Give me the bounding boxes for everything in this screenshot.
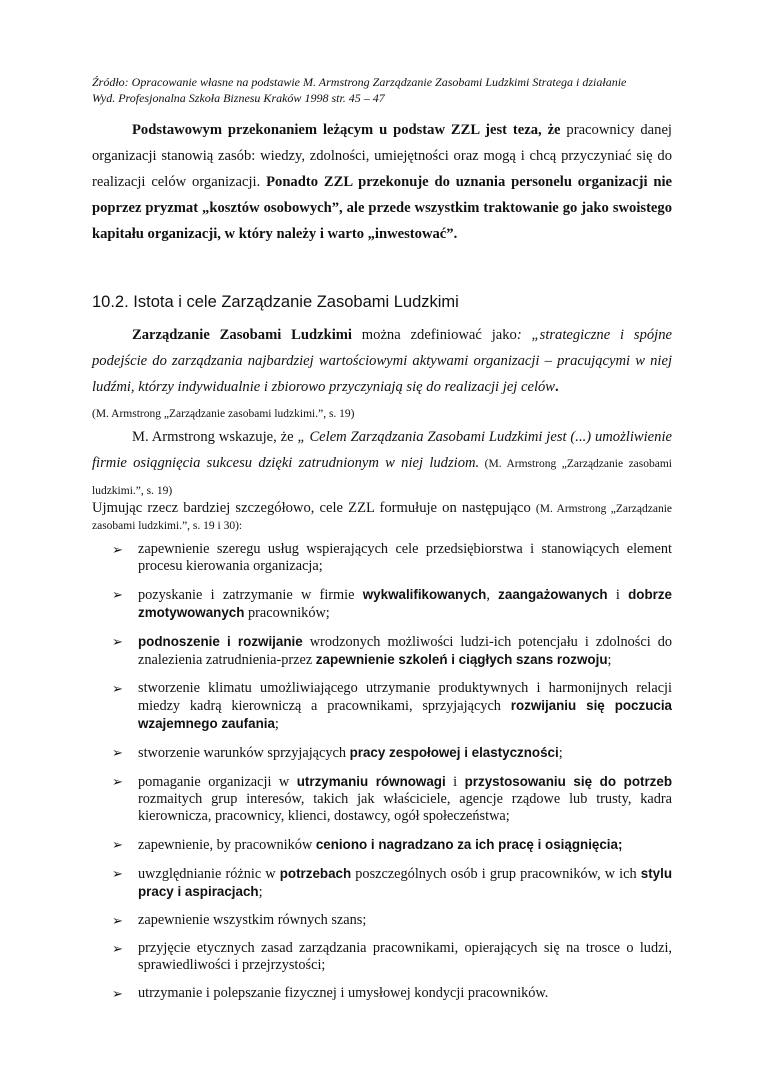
source-line-1: Źródło: Opracowanie własne na podstawie M. Armstrong Zarządzanie Zasobami Ludzkimi Stratega i działanie <box>92 75 627 89</box>
list-item <box>112 586 672 622</box>
list-item <box>112 773 672 825</box>
list-item <box>112 912 672 929</box>
list-item <box>112 985 672 1002</box>
bold-text: utrzymaniu równowagi <box>296 774 446 789</box>
text: wrodzonych możliwości ludzi-ich potencjału i zdolności do znalezienia zatrudnienia-przez <box>138 634 673 668</box>
arrow-bullet-icon: ➢ <box>112 913 123 928</box>
arrow-bullet-icon: ➢ <box>112 634 123 649</box>
bold-text: dobrze zmotywowanych <box>138 587 672 620</box>
text: , <box>486 587 499 603</box>
bold-text: zapewnienie szkoleń i ciągłych szans rozwoju <box>315 652 608 667</box>
arrow-bullet-icon: ➢ <box>112 774 123 789</box>
list-item <box>112 633 672 669</box>
text: i <box>445 774 465 790</box>
arrow-bullet-icon: ➢ <box>112 587 123 602</box>
text: i <box>607 587 629 603</box>
bold-text: podnoszenie i rozwijanie <box>138 634 303 649</box>
arrow-bullet-icon: ➢ <box>112 986 123 1001</box>
bold-text: zaangażowanych <box>498 587 608 602</box>
text: ; <box>607 652 612 668</box>
citation: (M. Armstrong „Zarządzanie zasobami ludzkimi.”, s. 19 i 30): <box>92 503 672 532</box>
list-item <box>112 541 672 575</box>
text: zapewnienie szeregu usług wspierających cele przedsiębiorstwa i stanowiących element procesu kierowania organizacja; <box>138 541 672 574</box>
bold-text: . <box>555 379 559 395</box>
italic-quote: : „strategiczne i spójne podejście do zarządzania najbardziej wartościowymi aktywami organizacji – pracującymi w niej ludźmi, którzy indywidualnie i zbiorowo przyczyniają się do realizacji jej celów <box>92 327 673 395</box>
arrow-bullet-icon: ➢ <box>112 681 123 696</box>
bold-text: potrzebach <box>279 866 352 881</box>
paragraph-goals-intro <box>92 500 672 534</box>
citation: (M. Armstrong „Zarządzanie zasobami ludzkimi.”, s. 19) <box>92 408 355 420</box>
text: zapewnienie, by pracowników <box>138 837 316 853</box>
text: rozmaitych grup interesów, takich jak właściciele, agencje rządowe lub trusty, kadra kierownicza, pracownicy, klienci, dostawcy, ogół społeczeństwa; <box>138 791 672 824</box>
text: pracowników; <box>244 605 330 621</box>
list-item <box>112 940 672 974</box>
list-item <box>112 865 672 901</box>
text: utrzymanie i polepszanie fizycznej i umysłowej kondycji pracowników. <box>138 985 549 1001</box>
bold-text: rozwijaniu się poczucia wzajemnego zaufania <box>138 698 672 731</box>
list-item <box>112 744 672 762</box>
paragraph-goal <box>92 424 672 504</box>
text: ; <box>274 716 279 732</box>
bold-text: pracy zespołowej i elastyczności <box>349 745 559 760</box>
goals-list <box>112 541 672 1013</box>
text: pomaganie organizacji w <box>138 774 297 790</box>
bold-text: Ponadto ZZL przekonuje do uznania personelu organizacji nie poprzez pryzmat „kosztów osobowych”, ale przede wszystkim traktowanie go jako swoistego kapitału organizacji, w który należy i warto „inwestować”. <box>92 174 673 242</box>
text: ; <box>558 745 563 761</box>
arrow-bullet-icon: ➢ <box>112 745 123 760</box>
bold-text: Podstawowym przekonaniem leżącym u podstaw ZZL jest teza, że <box>132 122 561 138</box>
bold-text: wykwalifikowanych <box>362 587 487 602</box>
text: pracownicy danej organizacji stanowią zasób: wiedzy, zdolności, umiejętności oraz mogą i chcą przyczyniać się do realizacji celów organizacji. <box>92 122 672 190</box>
text: uwzględnianie różnic w <box>138 866 280 882</box>
text: ; <box>258 884 263 900</box>
list-item <box>112 836 672 854</box>
arrow-bullet-icon: ➢ <box>112 837 123 852</box>
bold-text: ceniono i nagradzano za ich pracę i osiągnięcia; <box>315 837 623 852</box>
text: przyjęcie etycznych zasad zarządzania pracownikami, opierających się na trosce o ludzi, sprawiedliwości i przejrzystości; <box>138 940 672 973</box>
citation: (M. Armstrong „Zarządzanie zasobami ludzkimi.”, s. 19) <box>92 458 672 497</box>
text: M. Armstrong wskazuje, że <box>132 429 298 445</box>
paragraph-zzl-belief <box>92 117 672 247</box>
bold-text: przystosowaniu się do potrzeb <box>464 774 672 789</box>
text: stworzenie klimatu umożliwiającego utrzymanie produktywnych i harmonijnych relacji miedzy kadrą kierowniczą a pracownikami, sprzyjających <box>138 680 672 714</box>
text: pozyskanie i zatrzymanie w firmie <box>138 587 363 603</box>
text: można zdefiniować jako <box>351 327 517 343</box>
paragraph-definition <box>92 322 672 427</box>
text: Ujmując rzecz bardziej szczegółowo, cele ZZL formułuje on następująco <box>92 500 536 516</box>
list-item <box>112 680 672 733</box>
bold-text: stylu pracy i aspiracjach <box>138 866 673 899</box>
section-heading: 10.2. Istota i cele Zarządzanie Zasobami Ludzkimi <box>92 293 459 311</box>
bold-text: Zarządzanie Zasobami Ludzkimi <box>132 327 352 343</box>
text: zapewnienie wszystkim równych szans; <box>138 912 367 928</box>
arrow-bullet-icon: ➢ <box>112 866 123 881</box>
text: stworzenie warunków sprzyjających <box>138 745 350 761</box>
text: poszczególnych osób i grup pracowników, w ich <box>351 866 641 882</box>
italic-quote: „ Celem Zarządzania Zasobami Ludzkimi jest (...) umożliwienie firmie osiągnięcia sukcesu dzięki zatrudnionym w niej ludziom. <box>92 429 672 471</box>
arrow-bullet-icon: ➢ <box>112 542 123 557</box>
source-note <box>92 74 682 106</box>
arrow-bullet-icon: ➢ <box>112 941 123 956</box>
source-line-2: Wyd. Profesjonalna Szkoła Biznesu Kraków 1998 str. 45 – 47 <box>92 91 385 105</box>
